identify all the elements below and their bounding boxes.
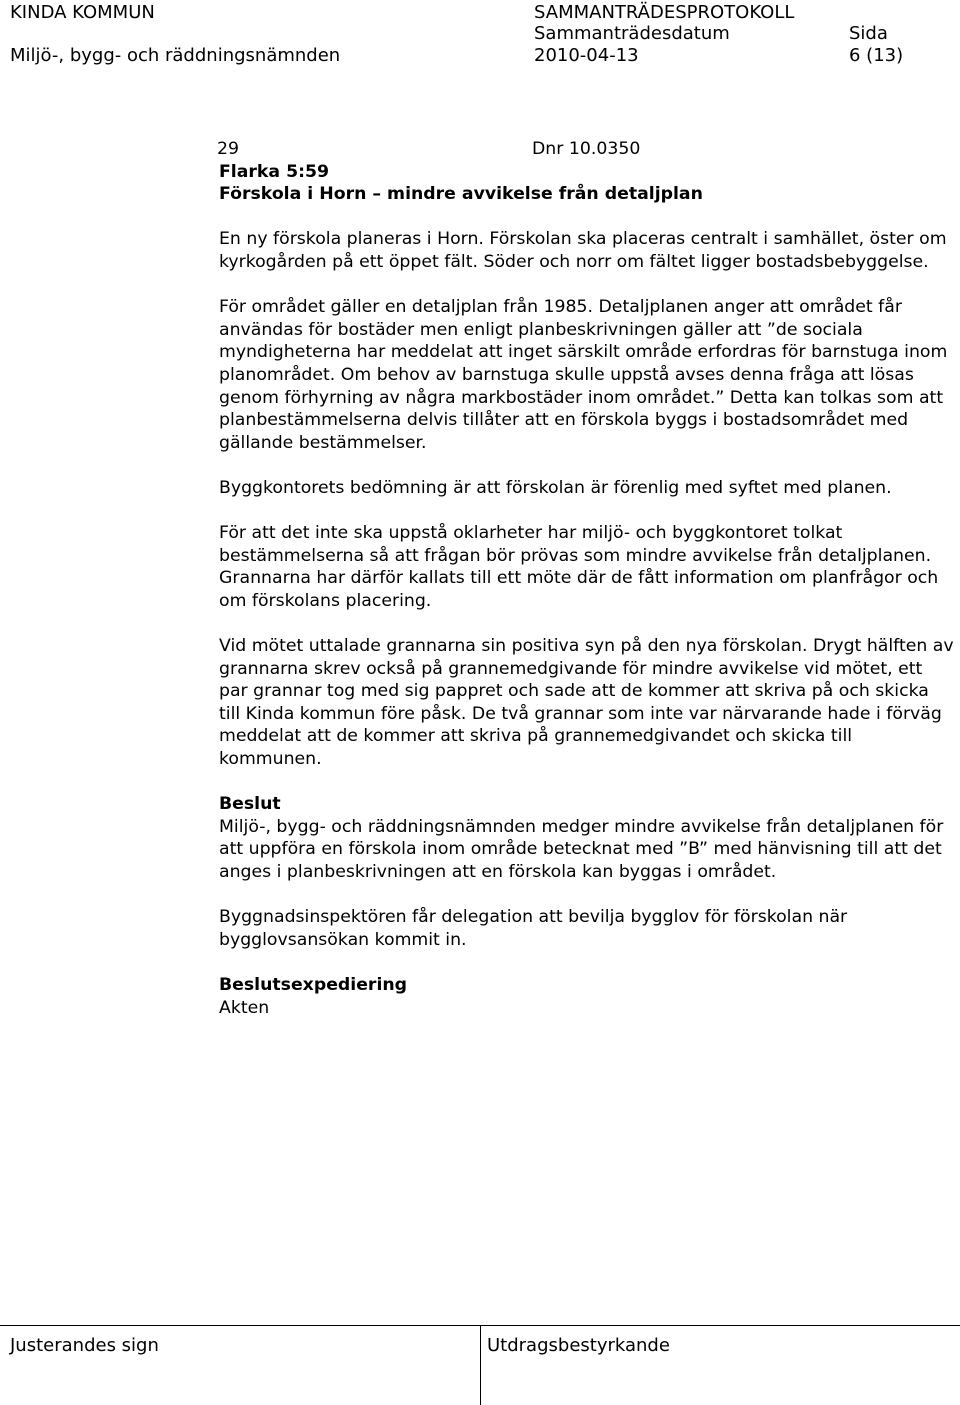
document-type: SAMMANTRÄDESPROTOKOLL: [534, 2, 795, 23]
delegation-text: Byggnadsinspektören får delegation att bevilja bygglov för förskolan när bygglovsansökan kommit in.: [219, 907, 848, 950]
paragraph-4: För att det inte ska uppstå oklarheter har miljö- och byggkontoret tolkat bestämmelserna så att frågan bör prövas som mindre avvikelse från detaljplanen. Grannarna har därför kallats till ett möte där de fått information om planfrågor och om förskolans placering.: [219, 523, 939, 611]
paragraph-5: Vid mötet uttalade grannarna sin positiva syn på den nya förskolan. Drygt hälften av grannarna skrev också på grannemedgivande för mindre avvikelse vid mötet, ett par grannar tog med sig pappret och sade att de kommer att skriva på och skicka till Kinda kommun före påsk. De två grannar som inte var närvarande hade i förväg meddelat att de kommer att skriva på grannemedgivandet och skicka till kommunen.: [219, 636, 954, 770]
item-number-line: [217, 138, 955, 161]
item-title-line2: Förskola i Horn – mindre avvikelse från detaljplan: [219, 184, 703, 205]
org-name: KINDA KOMMUN: [10, 2, 155, 23]
committee-name: Miljö-, bygg- och räddningsnämnden: [10, 45, 341, 66]
decision-text: Miljö-, bygg- och räddningsnämnden medger mindre avvikelse från detaljplanen för att uppföra en förskola inom område betecknat med ”B” med hänvisning till att det anges i planbeskrivningen att en förskola kan byggas i området.: [219, 816, 944, 882]
paragraph-1: En ny förskola planeras i Horn. Förskolan ska placeras centralt i samhället, öster om kyrkogården på ett öppet fält. Söder och norr om fältet ligger bostadsbebyggelse.: [219, 229, 947, 272]
sign-label: Justerandes sign: [10, 1335, 159, 1356]
signature-footer: [0, 1325, 960, 1405]
paragraph-3: Byggkontorets bedömning är att förskolan är förenlig med syftet med planen.: [219, 477, 892, 498]
meeting-date-label: Sammanträdesdatum: [534, 23, 730, 44]
paragraph-2: För området gäller en detaljplan från 1985. Detaljplanen anger att området får användas för bostäder men enligt planbeskrivningen gäller att ”de sociala myndigheterna har meddelat att inget särskilt område erfordras för barnstuga inom planområdet. Om behov av barnstuga skulle uppstå avses denna fråga att lösas genom förhyrning av några markbostäder inom området.” Detta kan tolkas som att planbestämmelserna delvis tillåter att en förskola byggs i bostadsområdet med gällande bestämmelser.: [219, 297, 948, 453]
footer-divider: [480, 1326, 481, 1405]
extract-label: Utdragsbestyrkande: [487, 1335, 670, 1356]
meeting-date: 2010-04-13: [534, 45, 639, 66]
item-dnr: Dnr 10.0350: [532, 139, 641, 159]
dispatch-text: Akten: [219, 997, 270, 1018]
protocol-body: [219, 138, 955, 1019]
page-label: Sida: [849, 23, 888, 44]
item-title-line1: Flarka 5:59: [219, 161, 330, 182]
item-number: 29: [217, 139, 239, 159]
dispatch-heading: Beslutsexpediering: [219, 974, 408, 995]
page-number: 6 (13): [849, 45, 904, 66]
decision-heading: Beslut: [219, 794, 281, 815]
